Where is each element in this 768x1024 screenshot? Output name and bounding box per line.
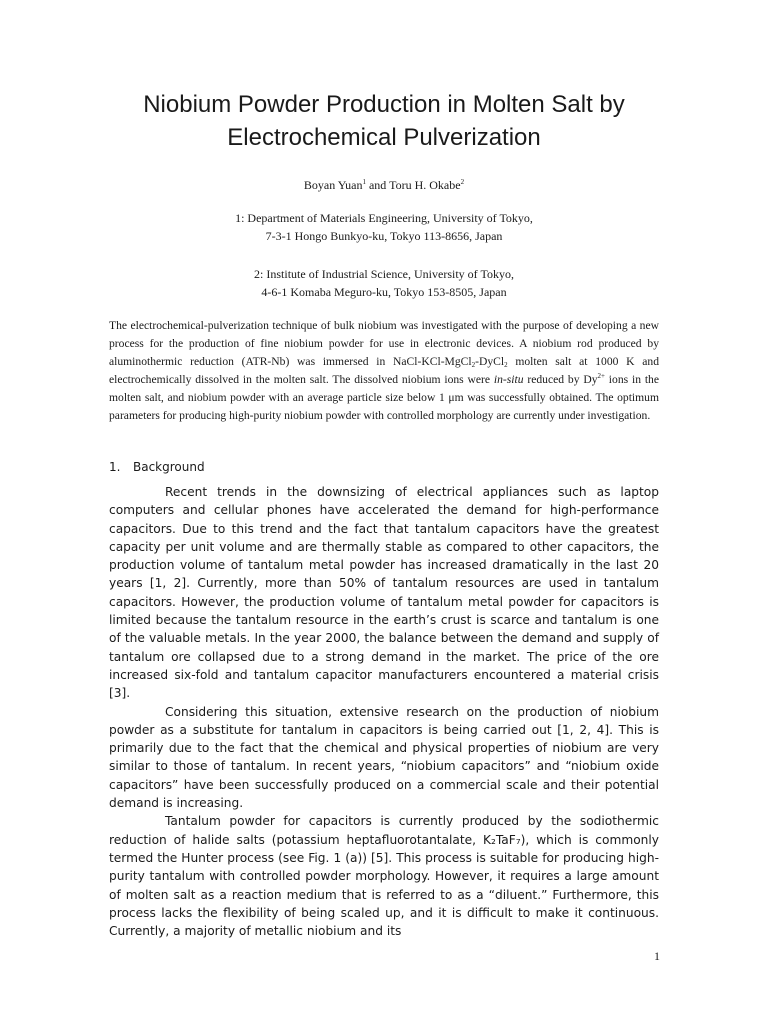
section-title: Background [133,460,205,474]
author-list [60,176,708,194]
page-number: 1 [654,949,660,963]
abstract-superscript: 2+ [597,372,605,380]
body-paragraph-1: Recent trends in the downsizing of electrical appliances such as laptop computers and cellular phones have accelerated the demand for high-performance capacitors. Due to this trend and the fact that tantalum capacitors have the greatest capacity per unit volume and are thermally stable as compared to other capacitors, the production volume of tantalum metal powder has increased dramatically in the last 20 years [1, 2]. Currently, more than 50% of tantalum resources are used in tantalum capacitors. However, the production volume of tantalum metal powder for capacitors is limited because the tantalum resource in the earth’s crust is scarce and tantalum is one of the valuable metals. In the year 2000, the balance between the demand and supply of tantalum ore collapsed due to a strong demand in the market. The price of the ore increased six-fold and tantalum capacitor manufacturers encountered a material crisis [3]. [109,485,659,701]
section-body [109,483,659,940]
affiliation-2 [60,265,708,301]
body-paragraph-3: Tantalum powder for capacitors is currently produced by the sodiothermic reduction of halide salts (potassium heptafluorotantalate, K₂TaF₇), which is commonly termed the Hunter process (see Fig. 1 (a)) [5]. This process is suitable for producing high-purity tantalum with controlled powder morphology. However, it requires a large amount of molten salt as a reaction medium that is referred to as a “diluent.” Furthermore, this process lacks the flexibility of being scaled up, and it is difficult to make it continuous. Currently, a majority of metallic niobium and its [109,814,659,939]
body-paragraph-2: Considering this situation, extensive research on the production of niobium powder as a substitute for tantalum in capacitors is being carried out [1, 2, 4]. This is primarily due to the fact that the chemical and physical properties of niobium are very similar to those of tantalum. In recent years, “niobium capacitors” and “niobium oxide capacitors” have been successfully produced on a commercial scale and their potential demand is increasing. [109,704,659,811]
author-2: Toru H. Okabe [389,178,461,192]
abstract [109,317,659,425]
title-line-1: Niobium Powder Production in Molten Salt by [143,91,625,118]
author-conjunction: and [365,178,390,192]
abstract-subscript: 2 [504,361,508,369]
affiliation-2-line-2: 4-6-1 Komaba Meguro-ku, Tokyo 153-8505, Japan [261,285,507,299]
paper-title [60,88,708,154]
author-1: Boyan Yuan [303,178,363,192]
author-1-affiliation-mark: 1 [362,178,366,186]
abstract-text: molten salt at 1000 K and electrochemically dissolved in the molten salt. The dissolved niobium ions were [109,355,659,386]
affiliation-1-line-2: 7-3-1 Hongo Bunkyo-ku, Tokyo 113-8656, Japan [265,229,503,243]
abstract-text: -DyCl [475,355,505,368]
title-line-2: Electrochemical Pulverization [227,124,541,151]
section-number: 1. [109,460,121,474]
affiliation-2-line-1: 2: Institute of Industrial Science, University of Tokyo, [254,267,514,281]
abstract-italic-term: in-situ [493,373,524,386]
section-heading [109,458,205,476]
affiliation-1-line-1: 1: Department of Materials Engineering, University of Tokyo, [235,211,533,225]
author-2-affiliation-mark: 2 [460,178,465,186]
affiliation-1 [60,209,708,245]
abstract-subscript: 2 [471,361,476,369]
abstract-text: The electrochemical-pulverization technique of bulk niobium was investigated with the purpose of developing a new process for the production of fine niobium powder for use in electronic devices. A niobium rod produced by aluminothermic reduction (ATR-Nb) was immersed in NaCl-KCl-MgCl [109,319,659,368]
abstract-text: ions in the molten salt, and niobium powder with an average particle size below 1 μm was successfully obtained. The optimum parameters for producing high-purity niobium powder with controlled morphology are currently under investigation. [109,373,659,422]
abstract-text: reduced by Dy [523,373,598,386]
